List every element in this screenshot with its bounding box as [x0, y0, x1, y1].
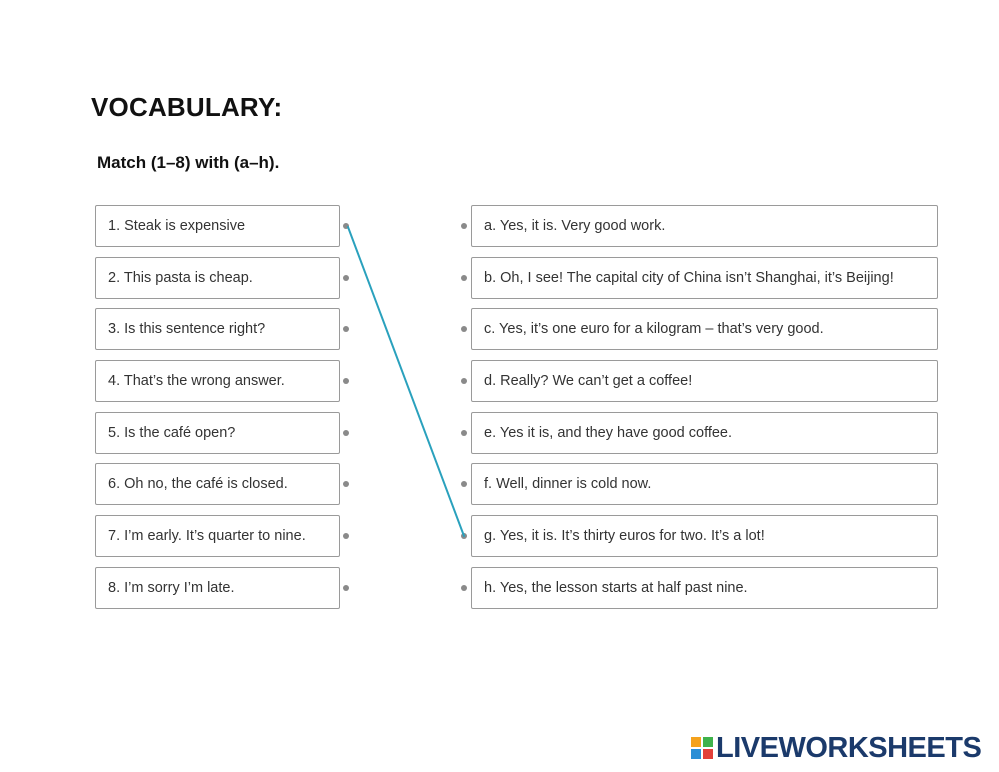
right-connector-dot-a[interactable] — [461, 223, 467, 229]
left-connector-dot-1[interactable] — [343, 223, 349, 229]
connection-line-1-g[interactable] — [348, 227, 464, 536]
left-connector-dot-6[interactable] — [343, 481, 349, 487]
right-connector-dot-f[interactable] — [461, 481, 467, 487]
left-connector-dot-4[interactable] — [343, 378, 349, 384]
left-item-4[interactable]: 4. That’s the wrong answer. — [95, 360, 340, 402]
left-connector-dot-8[interactable] — [343, 585, 349, 591]
left-item-3[interactable]: 3. Is this sentence right? — [95, 308, 340, 350]
left-item-5[interactable]: 5. Is the café open? — [95, 412, 340, 454]
liveworksheets-logo — [691, 731, 981, 765]
page-title: VOCABULARY: — [91, 92, 283, 122]
right-connector-dot-c[interactable] — [461, 326, 467, 332]
left-item-1[interactable]: 1. Steak is expensive — [95, 205, 340, 247]
right-item-h[interactable]: h. Yes, the lesson starts at half past nine. — [471, 567, 938, 609]
left-item-8[interactable]: 8. I’m sorry I’m late. — [95, 567, 340, 609]
right-connector-dot-d[interactable] — [461, 378, 467, 384]
right-item-b[interactable]: b. Oh, I see! The capital city of China isn’t Shanghai, it’s Beijing! — [471, 257, 938, 299]
left-connector-dot-3[interactable] — [343, 326, 349, 332]
right-item-f[interactable]: f. Well, dinner is cold now. — [471, 463, 938, 505]
right-item-a[interactable]: a. Yes, it is. Very good work. — [471, 205, 938, 247]
right-item-g[interactable]: g. Yes, it is. It’s thirty euros for two. It’s a lot! — [471, 515, 938, 557]
liveworksheets-logo-icon — [691, 737, 713, 759]
right-connector-dot-b[interactable] — [461, 275, 467, 281]
left-item-6[interactable]: 6. Oh no, the café is closed. — [95, 463, 340, 505]
left-connector-dot-7[interactable] — [343, 533, 349, 539]
left-item-2[interactable]: 2. This pasta is cheap. — [95, 257, 340, 299]
left-item-7[interactable]: 7. I’m early. It’s quarter to nine. — [95, 515, 340, 557]
left-connector-dot-2[interactable] — [343, 275, 349, 281]
right-item-d[interactable]: d. Really? We can’t get a coffee! — [471, 360, 938, 402]
right-item-e[interactable]: e. Yes it is, and they have good coffee. — [471, 412, 938, 454]
instruction-text: Match (1–8) with (a–h). — [97, 153, 280, 172]
right-connector-dot-g[interactable] — [461, 533, 467, 539]
logo-text: LIVEWORKSHEETS — [716, 731, 982, 764]
left-connector-dot-5[interactable] — [343, 430, 349, 436]
right-item-c[interactable]: c. Yes, it’s one euro for a kilogram – that’s very good. — [471, 308, 938, 350]
right-connector-dot-e[interactable] — [461, 430, 467, 436]
right-connector-dot-h[interactable] — [461, 585, 467, 591]
